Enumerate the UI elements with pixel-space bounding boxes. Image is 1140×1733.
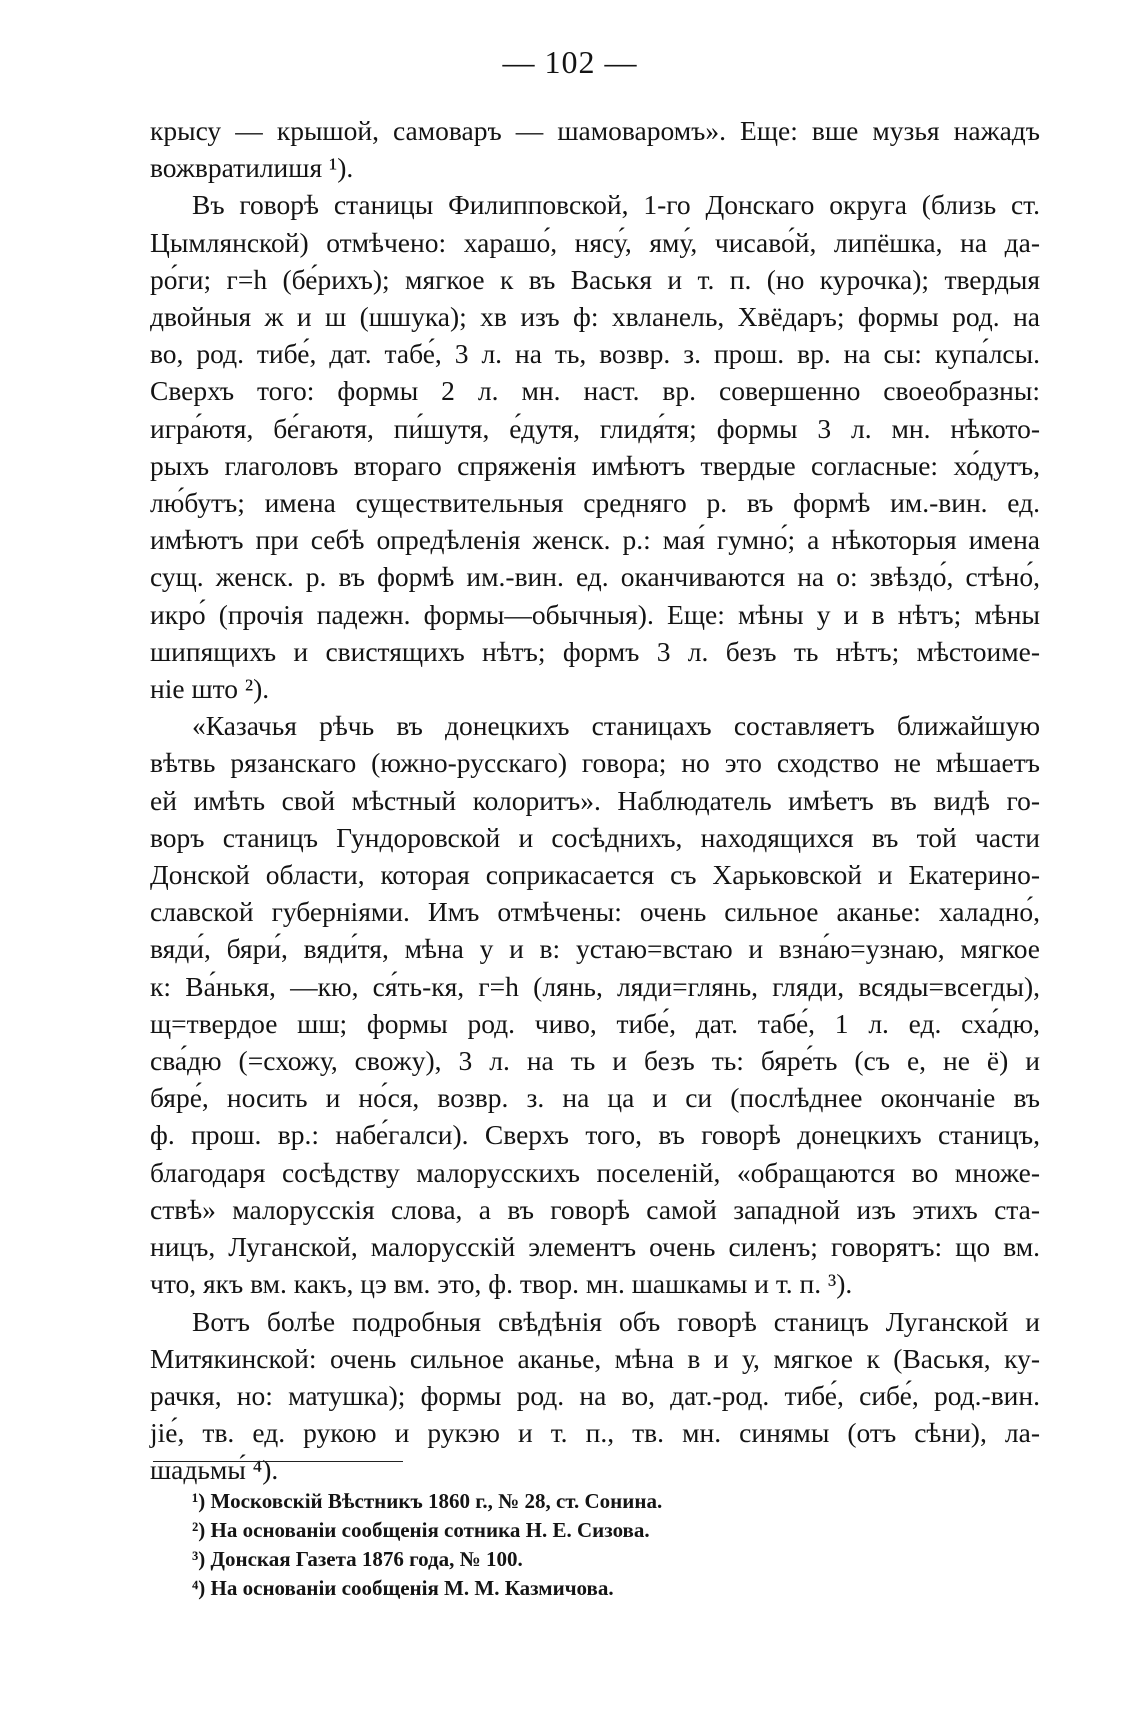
paragraph-start-line: Вотъ болѣе подробныя свѣдѣнія объ говорѣ станицъ Луганской и xyxy=(192,1305,1040,1337)
text-line: благодаря сосѣдству малорусскихъ поселеній, «обращаются во множе- xyxy=(150,1156,1040,1188)
text-line: ей имѣть свой мѣстный колоритъ». Наблюдатель имѣетъ въ видѣ го- xyxy=(150,784,1040,816)
text-line: во, род. тибе́, дат. табе́, 3 л. на ть, возвр. з. прош. вр. на сы: купа́лсы. xyxy=(150,338,1040,370)
text-line: ницъ, Луганской, малорусскій элементъ очень силенъ; говорятъ: що вм. xyxy=(150,1231,1040,1263)
text-line: двойныя ж и ш (шшука); хв изъ ф: хвланель, Хвёдаръ; формы род. на xyxy=(150,301,1040,333)
text-line: шипящихъ и свистящихъ нѣтъ; формъ 3 л. безъ ть нѣтъ; мѣстоиме- xyxy=(150,635,1040,667)
text-line: лю́бутъ; имена существительныя средняго р. въ формѣ им.-вин. ед. xyxy=(150,487,1040,519)
text-line: бяре́, носить и но́ся, возвр. з. на ца и си (послѣднее окончаніе въ xyxy=(150,1082,1040,1114)
text-line: Сверхъ того: формы 2 л. мн. наст. вр. совершенно своеобразны: xyxy=(150,375,1040,407)
text-line: что, якъ вм. какъ, цэ вм. это, ф. твор. мн. шашкамы и т. п. ³). xyxy=(150,1268,853,1300)
text-line: ствѣ» малорусскія слова, а въ говорѣ самой западной изъ этихъ ста- xyxy=(150,1193,1040,1225)
paragraph-start-line: «Казачья рѣчь въ донецкихъ станицахъ составляетъ ближайшую xyxy=(192,710,1040,742)
text-line: воръ станицъ Гундоровской и сосѣднихъ, находящихся въ той части xyxy=(150,821,1040,853)
text-line: сва́дю (=схожу, свожу), 3 л. на ть и безъ ть: бяре́ть (съ е, не ё) и xyxy=(150,1045,1040,1077)
text-line: сущ. женск. р. въ формѣ им.-вин. ед. оканчиваются на о: звѣздо́, стѣно́, xyxy=(150,561,1040,593)
text-line: Донской области, которая соприкасается съ Харьковской и Екатерино- xyxy=(150,859,1040,891)
text-line: ніе што ²). xyxy=(150,673,270,705)
text-line: шадьмы́ ⁴). xyxy=(150,1454,279,1486)
body-text xyxy=(150,112,1040,1489)
footnote-divider xyxy=(153,1461,403,1462)
paragraph-start-line: Въ говорѣ станицы Филипповской, 1-го Донскаго округа (близь ст. xyxy=(192,189,1040,221)
text-line: рачкя, но: матушка); формы род. на во, дат.-род. тибе́, сибе́, род.-вин. xyxy=(150,1379,1040,1411)
footnotes xyxy=(192,1487,972,1603)
footnote-4: ⁴) На основаніи сообщенія М. М. Казмичова. xyxy=(192,1576,614,1600)
text-line: ро́ги; г=h (бе́рихъ); мягкое к въ Васькя и т. п. (но курочка); твердыя xyxy=(150,263,1040,295)
text-line: вожвратилишя ¹). xyxy=(150,152,354,184)
text-line: jiе́, тв. ед. рукою и рукэю и т. п., тв. мн. синямы (отъ сѣни), ла- xyxy=(150,1417,1040,1449)
text-line: вяди́, бяри́, вяди́тя, мѣна у и в: устаю=встаю и взна́ю=узнаю, мягкое xyxy=(150,933,1040,965)
text-line: игра́ютя, бе́гаютя, пи́шутя, е́дутя, глидя́тя; формы 3 л. мн. нѣкото- xyxy=(150,412,1040,444)
footnote-3: ³) Донская Газета 1876 года, № 100. xyxy=(192,1547,523,1571)
footnote-2: ²) На основаніи сообщенія сотника Н. Е. Сизова. xyxy=(192,1518,650,1542)
page-number: — 102 — xyxy=(502,44,638,80)
text-line: славской губерніями. Имъ отмѣчены: очень сильное аканье: халадно́, xyxy=(150,896,1040,928)
text-line: Митякинской: очень сильное аканье, мѣна в и у, мягкое к (Васькя, ку- xyxy=(150,1342,1040,1374)
text-line: вѣтвь рязанскаго (южно-русскаго) говора; но это сходство не мѣшаетъ xyxy=(150,747,1040,779)
text-line: Цымлянской) отмѣчено: харашо́, нясу́, яму́, чисаво́й, липёшка, на да- xyxy=(150,226,1040,258)
text-line: щ=твердое шш; формы род. чиво, тибе́, дат. табе́, 1 л. ед. сха́дю, xyxy=(150,1007,1040,1039)
text-line: ф. прош. вр.: набе́галси). Сверхъ того, въ говорѣ донецкихъ станицъ, xyxy=(150,1119,1040,1151)
text-line: крысу — крышой, самоваръ — шамоваромъ». Еще: вше музья нажадъ xyxy=(150,115,1040,146)
text-line: к: Ва́нькя, —кю, ся́ть-кя, г=h (лянь, ляди=глянь, гляди, всяды=всегды), xyxy=(150,970,1040,1002)
text-line: рыхъ глаголовъ втораго спряженія имѣютъ твердые согласные: хо́дутъ, xyxy=(150,449,1040,481)
text-line: икро́ (прочія падежн. формы—обычныя). Еще: мѣны у и в нѣтъ; мѣны xyxy=(150,598,1040,630)
footnote-1: ¹) Московскій Вѣстникъ 1860 г., № 28, ст. Сонина. xyxy=(192,1489,663,1513)
text-line: имѣютъ при себѣ опредѣленія женск. р.: мая́ гумно́; а нѣкоторыя имена xyxy=(150,524,1040,556)
